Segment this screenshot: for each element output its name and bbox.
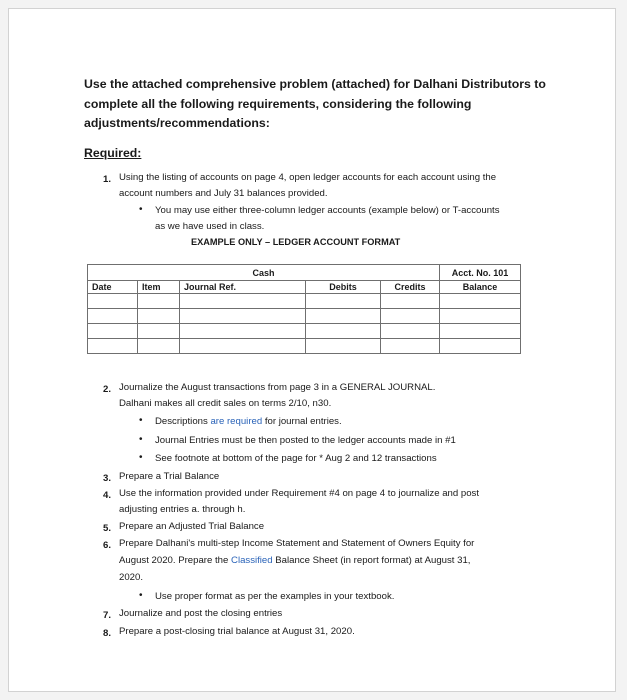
req2-text-line2: Dalhani makes all credit sales on terms 2/10, n30.	[119, 398, 332, 409]
req1-bullet-line2: as we have used in class.	[155, 221, 265, 232]
intro-paragraph: Use the attached comprehensive problem (attached) for Dalhani Distributors to complete all the following requirements, considering the following adjustments/recommendations:	[84, 77, 546, 130]
col-debits: Debits	[306, 281, 381, 294]
bullet-icon: •	[139, 590, 143, 601]
req6-text-line2: August 2020. Prepare the Classified Balance Sheet (in report format) at August 31,	[119, 555, 471, 566]
req3-text: Prepare a Trial Balance	[119, 471, 220, 482]
ledger-table	[87, 264, 521, 354]
table-row	[88, 309, 521, 324]
col-item: Item	[138, 281, 180, 294]
req1-bullet-line1: You may use either three-column ledger accounts (example below) or T-accounts	[155, 205, 500, 216]
col-date: Date	[88, 281, 138, 294]
req2-text-line1: Journalize the August transactions from page 3 in a GENERAL JOURNAL.	[119, 382, 436, 393]
req6-text-line1: Prepare Dalhani's multi-step Income Statement and Statement of Owners Equity for	[119, 538, 475, 549]
table-row	[88, 339, 521, 354]
req5-number: 5.	[103, 523, 112, 534]
req2-bullet3: See footnote at bottom of the page for * Aug 2 and 12 transactions	[155, 453, 437, 464]
req8-number: 8.	[103, 628, 112, 639]
ledger-account-number: Acct. No. 101	[440, 265, 521, 281]
col-journal-ref: Journal Ref.	[180, 281, 306, 294]
req5-text: Prepare an Adjusted Trial Balance	[119, 521, 265, 532]
ledger-account-name: Cash	[88, 265, 440, 281]
req6-bullet: Use proper format as per the examples in your textbook.	[155, 591, 395, 602]
req3-number: 3.	[103, 473, 112, 484]
req7-number: 7.	[103, 610, 112, 621]
req6-number: 6.	[103, 540, 112, 551]
bullet-icon: •	[139, 415, 143, 426]
bullet-icon: •	[139, 434, 143, 445]
required-heading: Required:	[84, 146, 142, 160]
req1-number: 1.	[103, 174, 112, 185]
document-page	[8, 8, 616, 692]
req4-text-line2: adjusting entries a. through h.	[119, 504, 246, 515]
req4-number: 4.	[103, 490, 112, 501]
req1-text-line1: Using the listing of accounts on page 4, open ledger accounts for each account using the	[119, 172, 497, 183]
req2-bullet2: Journal Entries must be then posted to the ledger accounts made in #1	[155, 435, 456, 446]
bullet-icon: •	[139, 452, 143, 463]
req6-text-line3: 2020.	[119, 572, 144, 583]
req7-text: Journalize and post the closing entries	[119, 608, 283, 619]
table-row	[88, 294, 521, 309]
table-row	[88, 324, 521, 339]
req4-text-line1: Use the information provided under Requirement #4 on page 4 to journalize and post	[119, 488, 479, 499]
col-balance: Balance	[440, 281, 521, 294]
example-title: EXAMPLE ONLY – LEDGER ACCOUNT FORMAT	[191, 237, 401, 247]
req2-number: 2.	[103, 384, 112, 395]
ledger-title-row	[88, 265, 521, 281]
req2-bullet1: Descriptions are required for journal entries.	[155, 416, 342, 427]
req1-text-line2: account numbers and July 31 balances provided.	[119, 188, 328, 199]
req8-text: Prepare a post-closing trial balance at August 31, 2020.	[119, 626, 355, 637]
bullet-icon: •	[139, 204, 143, 215]
ledger-header-row	[88, 281, 521, 294]
col-credits: Credits	[381, 281, 440, 294]
